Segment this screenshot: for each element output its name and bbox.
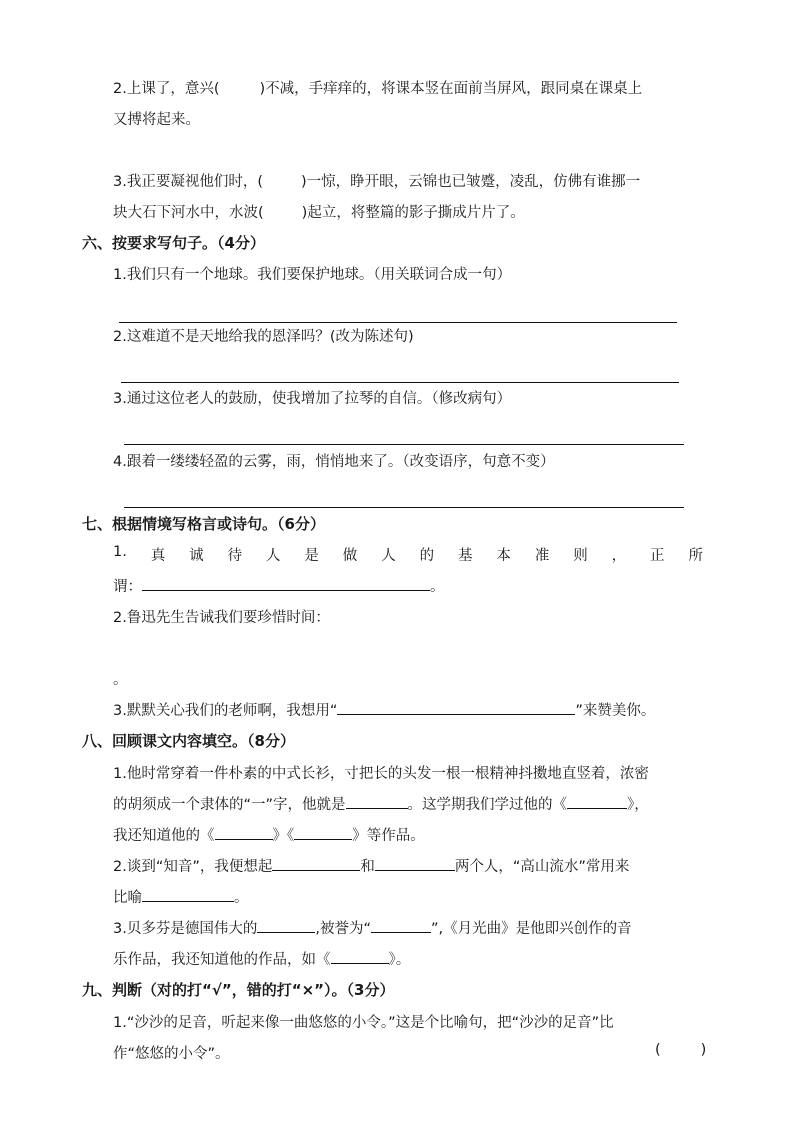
s7-q1-text-c: 。	[430, 579, 445, 595]
s8-q2-blank-3[interactable]	[142, 887, 234, 902]
s8-q1-blank-author[interactable]	[346, 794, 408, 809]
s6-q1: 1.我们只有一个地球。我们要保护地球。（用关联词合成一句）	[113, 267, 512, 283]
s7-q1-char: 1.	[113, 544, 127, 560]
s8-q3-text-d: 乐作品，我还知道他的作品，如《	[113, 952, 331, 968]
s8-q3-line2	[113, 948, 410, 969]
s8-q1-text-e: 我还知道他的《	[113, 828, 215, 844]
s8-q1-text-f: 》《	[272, 828, 295, 844]
s7-q1-char: ，	[611, 548, 627, 564]
s7-q1-char: 的	[419, 548, 435, 564]
s6-q4: 4.跟着一缕缕轻盈的云雾，雨，悄悄地来了。（改变语序，句意不变）	[113, 454, 555, 470]
s9-q1-answer-paren[interactable]	[655, 1042, 706, 1058]
s5-q3-text-c: 块大石下河水中，水波(	[113, 205, 264, 221]
s8-q1-line3	[113, 824, 425, 845]
s8-q2-text-a: 2.谈到“知音”，我便想起	[113, 859, 273, 875]
s6-q4-answer-line[interactable]	[124, 507, 684, 508]
section-9-heading: 九、判断（对的打“√”，错的打“×”）。（3分）	[82, 981, 395, 999]
s5-q2-line1	[113, 77, 642, 98]
s7-q3-text-a: 3.默默关心我们的老师啊，我想用“	[113, 703, 338, 719]
s7-q1-char: 人	[265, 548, 281, 564]
s8-q3-blank-3[interactable]	[331, 949, 389, 964]
s5-q2-text-a: 2.上课了，意兴(	[113, 81, 220, 97]
s8-q2-text-b: 和	[360, 859, 375, 875]
s7-q1-text-b: 谓：	[113, 579, 142, 595]
s6-q2-answer-line[interactable]	[121, 382, 679, 383]
s7-q1-char: 诚	[189, 548, 204, 564]
s8-q2-text-e: 。	[234, 890, 249, 906]
s8-q1-text-b: 的胡须成一个隶体的“一”字，他就是	[113, 797, 346, 813]
s7-q1-char: 基	[458, 548, 473, 564]
s8-q1-blank-work-2[interactable]	[215, 825, 273, 840]
s5-q3-line2	[113, 201, 525, 222]
s6-q1-answer-line[interactable]	[119, 322, 677, 323]
s6-q2: 2.这难道不是天地给我的恩泽吗？(改为陈述句)	[113, 329, 414, 345]
s5-q2-text-b: )不减，手痒痒的，将课本竖在面前当屏风，跟同桌在课桌上	[259, 81, 643, 97]
s7-q2: 2.鲁迅先生告诫我们要珍惜时间：	[113, 610, 330, 626]
s7-q1-justified-line	[113, 544, 703, 565]
s7-q3-text-b: ”来赞美你。	[575, 703, 656, 719]
s9-q1-line1: 1.“沙沙的足音，听起来像一曲悠悠的小令。”这是个比喻句，把“沙沙的足音”比	[113, 1015, 614, 1031]
s7-q1-char: 准	[534, 548, 550, 564]
s5-q3-line1	[113, 170, 640, 191]
paren-left: (	[655, 1042, 661, 1058]
s8-q1-text-c: 。这学期我们学过他的《	[407, 797, 568, 813]
s8-q3-text-a: 3.贝多芬是德国伟大的	[113, 921, 258, 937]
s8-q2-blank-1[interactable]	[272, 856, 360, 871]
s8-q3-blank-1[interactable]	[257, 918, 315, 933]
s5-q3-text-a: 3.我正要凝视他们时，(	[113, 174, 263, 190]
s7-q1-char: 所	[688, 548, 703, 564]
section-7-heading: 七、根据情境写格言或诗句。（6分）	[82, 515, 325, 533]
s8-q3-text-b: ,被誉为“	[315, 921, 371, 937]
s8-q3-text-e: 》。	[388, 952, 411, 968]
s7-q1-char: 正	[650, 548, 665, 564]
s8-q2-line2	[113, 886, 249, 907]
section-8-heading: 八、回顾课文内容填空。（8分）	[82, 732, 295, 750]
s7-q1-char: 做	[342, 548, 358, 564]
s8-q1-line2	[113, 793, 649, 814]
s7-q1-char: 是	[304, 548, 319, 564]
s7-q1-blank[interactable]	[142, 576, 430, 591]
s7-q1-char: 待	[227, 548, 243, 564]
s8-q3-text-c: ”,《月光曲》是他即兴创作的音	[430, 921, 632, 937]
s8-q1-text-d: 》，	[627, 797, 649, 813]
s8-q2-blank-2[interactable]	[375, 856, 455, 871]
s8-q1-blank-work[interactable]	[567, 794, 627, 809]
s6-q3-answer-line[interactable]	[124, 444, 684, 445]
s8-q3-blank-2[interactable]	[371, 918, 431, 933]
s8-q3-line1	[113, 917, 632, 938]
s8-q1-text-g: 》等作品。	[352, 828, 425, 844]
s8-q1-blank-work-3[interactable]	[294, 825, 352, 840]
s8-q2-text-d: 比喻	[113, 890, 142, 906]
s5-q3-text-b: )一惊，睁开眼，云锦也已皱蹙，凌乱，仿佛有谁挪一	[301, 174, 641, 190]
s5-q2-line2: 又搏将起来。	[113, 112, 200, 128]
s7-q1-char: 本	[496, 548, 511, 564]
s7-q1-char: 人	[381, 548, 396, 564]
s7-q2-end: 。	[113, 672, 128, 688]
s8-q2-line1	[113, 855, 629, 876]
s7-q3-line	[113, 699, 655, 720]
s7-q1-char: 则	[573, 548, 588, 564]
s9-q1-line2: 作“悠悠的小令”。	[113, 1046, 230, 1062]
paren-right: )	[700, 1042, 707, 1058]
s7-q1-line2	[113, 575, 445, 596]
s5-q3-text-d: )起立，将整篇的影子撕成片片了。	[301, 205, 525, 221]
s6-q3: 3.通过这位老人的鼓励，使我增加了拉琴的自信。（修改病句）	[113, 391, 512, 407]
s7-q3-blank[interactable]	[337, 700, 575, 715]
s7-q1-char: 真	[150, 548, 166, 564]
section-6-heading: 六、按要求写句子。（4分）	[82, 234, 265, 252]
s8-q2-text-c: 两个人，“高山流水”常用来	[454, 859, 630, 875]
s8-q1-line1: 1.他时常穿着一件朴素的中式长衫，寸把长的头发一根一根精神抖擞地直竖着，浓密	[113, 766, 649, 782]
